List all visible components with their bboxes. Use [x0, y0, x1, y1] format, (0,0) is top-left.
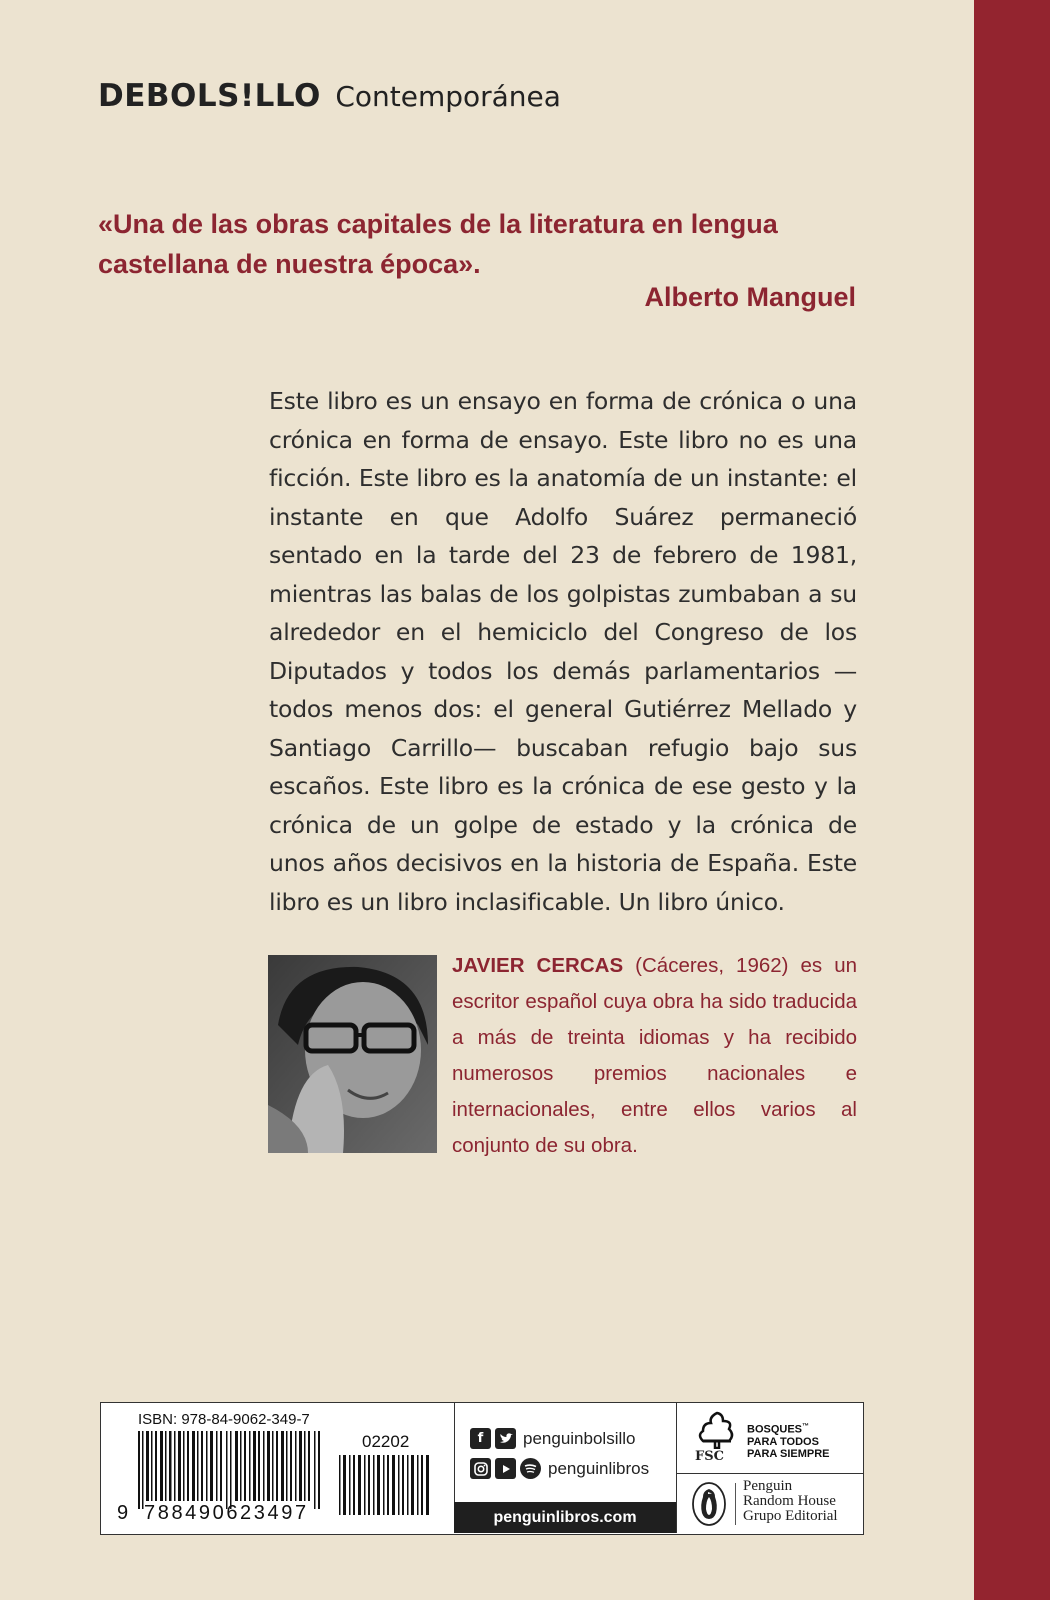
- publisher-name: [743, 1479, 838, 1524]
- author-bio-text: (Cáceres, 1962) es un escritor español cuya obra ha sido traducida a más de treinta idiomas y ha recibido numerosos premios nacionales e internacionales, entre ellos varios al conjunto de su obra.: [452, 954, 858, 1157]
- ean-first-digit: 9: [117, 1502, 129, 1524]
- fsc-slogan-line-3: PARA SIEMPRE: [747, 1447, 830, 1460]
- imprint-logo: DEBOLS!LLO: [98, 78, 321, 114]
- website-link[interactable]: penguinlibros.com: [454, 1502, 676, 1533]
- ean-digits: 788490623497: [144, 1502, 309, 1524]
- author-bio: [452, 948, 857, 1164]
- facebook-icon[interactable]: f: [470, 1428, 491, 1449]
- price-code: 02202: [362, 1432, 410, 1451]
- publisher-section: [676, 1473, 863, 1533]
- youtube-icon[interactable]: [495, 1458, 516, 1479]
- fsc-label: FSC: [695, 1449, 724, 1464]
- blurb-author: Alberto Manguel: [644, 282, 856, 312]
- spine-stripe: [974, 0, 1050, 1600]
- isbn-label: ISBN: 978-84-9062-349-7: [138, 1411, 310, 1428]
- twitter-icon[interactable]: [495, 1428, 516, 1449]
- author-photo: [268, 955, 437, 1153]
- fsc-section: [676, 1403, 863, 1474]
- publisher-line-1: Penguin: [743, 1478, 793, 1494]
- fsc-slogan-line-2: PARA TODOS: [747, 1435, 819, 1448]
- ean-barcode: [138, 1431, 328, 1509]
- fsc-slogan-line-1: BOSQUES: [747, 1423, 803, 1436]
- social-section: [454, 1403, 676, 1533]
- publisher-line-2: Random House: [743, 1493, 836, 1509]
- social-handle-2[interactable]: penguinlibros: [548, 1458, 650, 1478]
- social-handle-1[interactable]: penguinbolsillo: [523, 1428, 636, 1448]
- instagram-icon[interactable]: [470, 1458, 491, 1479]
- author-name: JAVIER CERCAS: [452, 954, 624, 977]
- fsc-slogan: [747, 1421, 830, 1460]
- addon-barcode: [339, 1455, 434, 1515]
- social-row-2: [470, 1458, 649, 1479]
- social-row-1: [470, 1428, 635, 1449]
- barcode-section: [101, 1403, 455, 1533]
- fsc-trademark: ™: [802, 1423, 810, 1430]
- imprint-series: Contemporánea: [335, 80, 561, 113]
- penguin-logo-icon: [691, 1481, 727, 1527]
- publisher-divider: [735, 1483, 736, 1525]
- spotify-icon[interactable]: [520, 1458, 541, 1479]
- fsc-tree-icon: [695, 1411, 739, 1449]
- synopsis-text: Este libro es un ensayo en forma de crónica o una crónica en forma de ensayo. Este libro no es una ficción. Este libro es la anatomía de un instante: el instante en que Adolfo Suárez permaneció sentado en la tarde del 23 de febrero de 1981, mientras las balas de los golpistas zumbaban a su alrededor en el hemiciclo del Congreso de los Diputados y todos los demás parlamentarios —todos menos dos: el general Gutiérrez Mellado y Santiago Carrillo— buscaban refugio bajo sus escaños. Este libro es la crónica de ese gesto y la crónica de un golpe de estado y la crónica de unos años decisivos en la historia de España. Este libro es un libro inclasificable. Un libro único.: [269, 387, 857, 916]
- publisher-line-3: Grupo Editorial: [743, 1508, 838, 1524]
- blurb-quote: «Una de las obras capitales de la literatura en lengua castellana de nuestra época».: [98, 209, 778, 279]
- barcode-panel: [100, 1402, 864, 1535]
- imprint-header: [98, 78, 561, 114]
